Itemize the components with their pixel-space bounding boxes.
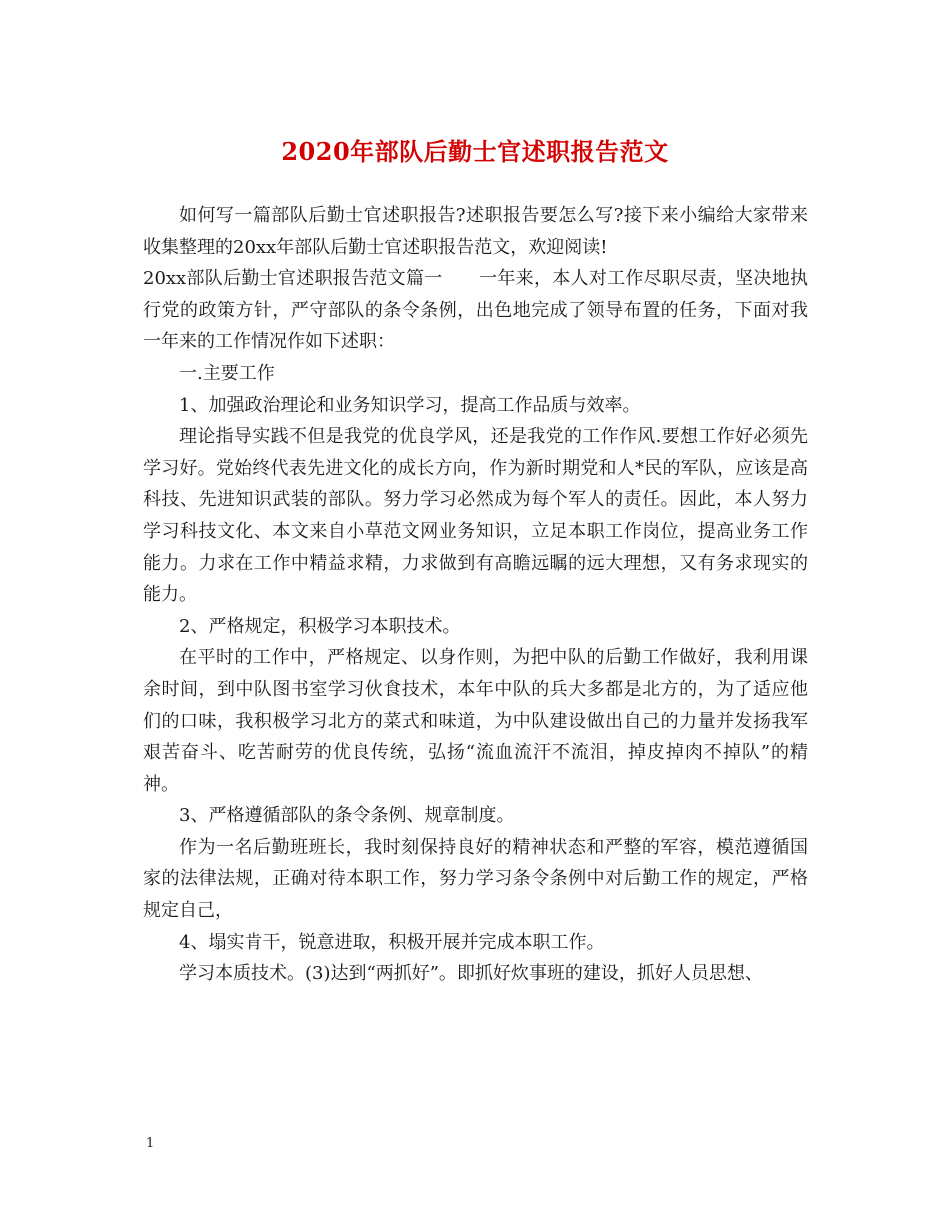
section-heading: 一.主要工作 [179, 362, 275, 384]
item-heading: 1、加强政治理论和业务知识学习，提高工作品质与效率。 [179, 394, 641, 416]
item-heading: 2、严格规定，积极学习本职技术。 [179, 615, 461, 637]
paragraph: 学习本质技术。(3)达到“两抓好”。即抓好炊事班的建设，抓好人员思想、 [179, 963, 763, 985]
document-body [143, 200, 808, 990]
item-heading: 4、塌实肯干，锐意进取，积极开展并完成本职工作。 [179, 931, 605, 953]
page-number: 1 [146, 1136, 155, 1151]
paragraph: 理论指导实践不但是我党的优良学风，还是我党的工作作风.要想工作好必须先学习好。党始终代表先进文化的成长方向，作为新时期党和人*民的军队，应该是高科技、先进知识武装的部队。努力学习必然成为每个军人的责任。因此，本人努力学习科技文化、本文来自小草范文网业务知识，立足本职工作岗位，提高业务工作能力。力求在工作中精益求精，力求做到有高瞻远瞩的远大理想，又有务求现实的能力。 [143, 426, 808, 606]
paragraph: 20xx部队后勤士官述职报告范文篇一 一年来，本人对工作尽职尽责，坚决地执行党的政策方针，严守部队的条令条例，出色地完成了领导布置的任务，下面对我一年来的工作情况作如下述职： [143, 268, 808, 353]
paragraph: 在平时的工作中，严格规定、以身作则，为把中队的后勤工作做好，我利用课余时间，到中队图书室学习伙食技术，本年中队的兵大多都是北方的，为了适应他们的口味，我积极学习北方的菜式和味道，为中队建设做出自己的力量并发扬我军艰苦奋斗、吃苦耐劳的优良传统，弘扬“流血流汗不流泪，掉皮掉肉不掉队”的精神。 [143, 647, 808, 795]
paragraph: 如何写一篇部队后勤士官述职报告?述职报告要怎么写?接下来小编给大家带来收集整理的20xx年部队后勤士官述职报告范文，欢迎阅读! [143, 205, 808, 258]
paragraph: 作为一名后勤班班长，我时刻保持良好的精神状态和严整的军容，模范遵循国家的法律法规，正确对待本职工作，努力学习条令条例中对后勤工作的规定，严格规定自己， [143, 836, 808, 922]
document-title: 2020年部队后勤士官述职报告范文 [281, 137, 669, 166]
item-heading: 3、严格遵循部队的条令条例、规章制度。 [179, 805, 515, 827]
